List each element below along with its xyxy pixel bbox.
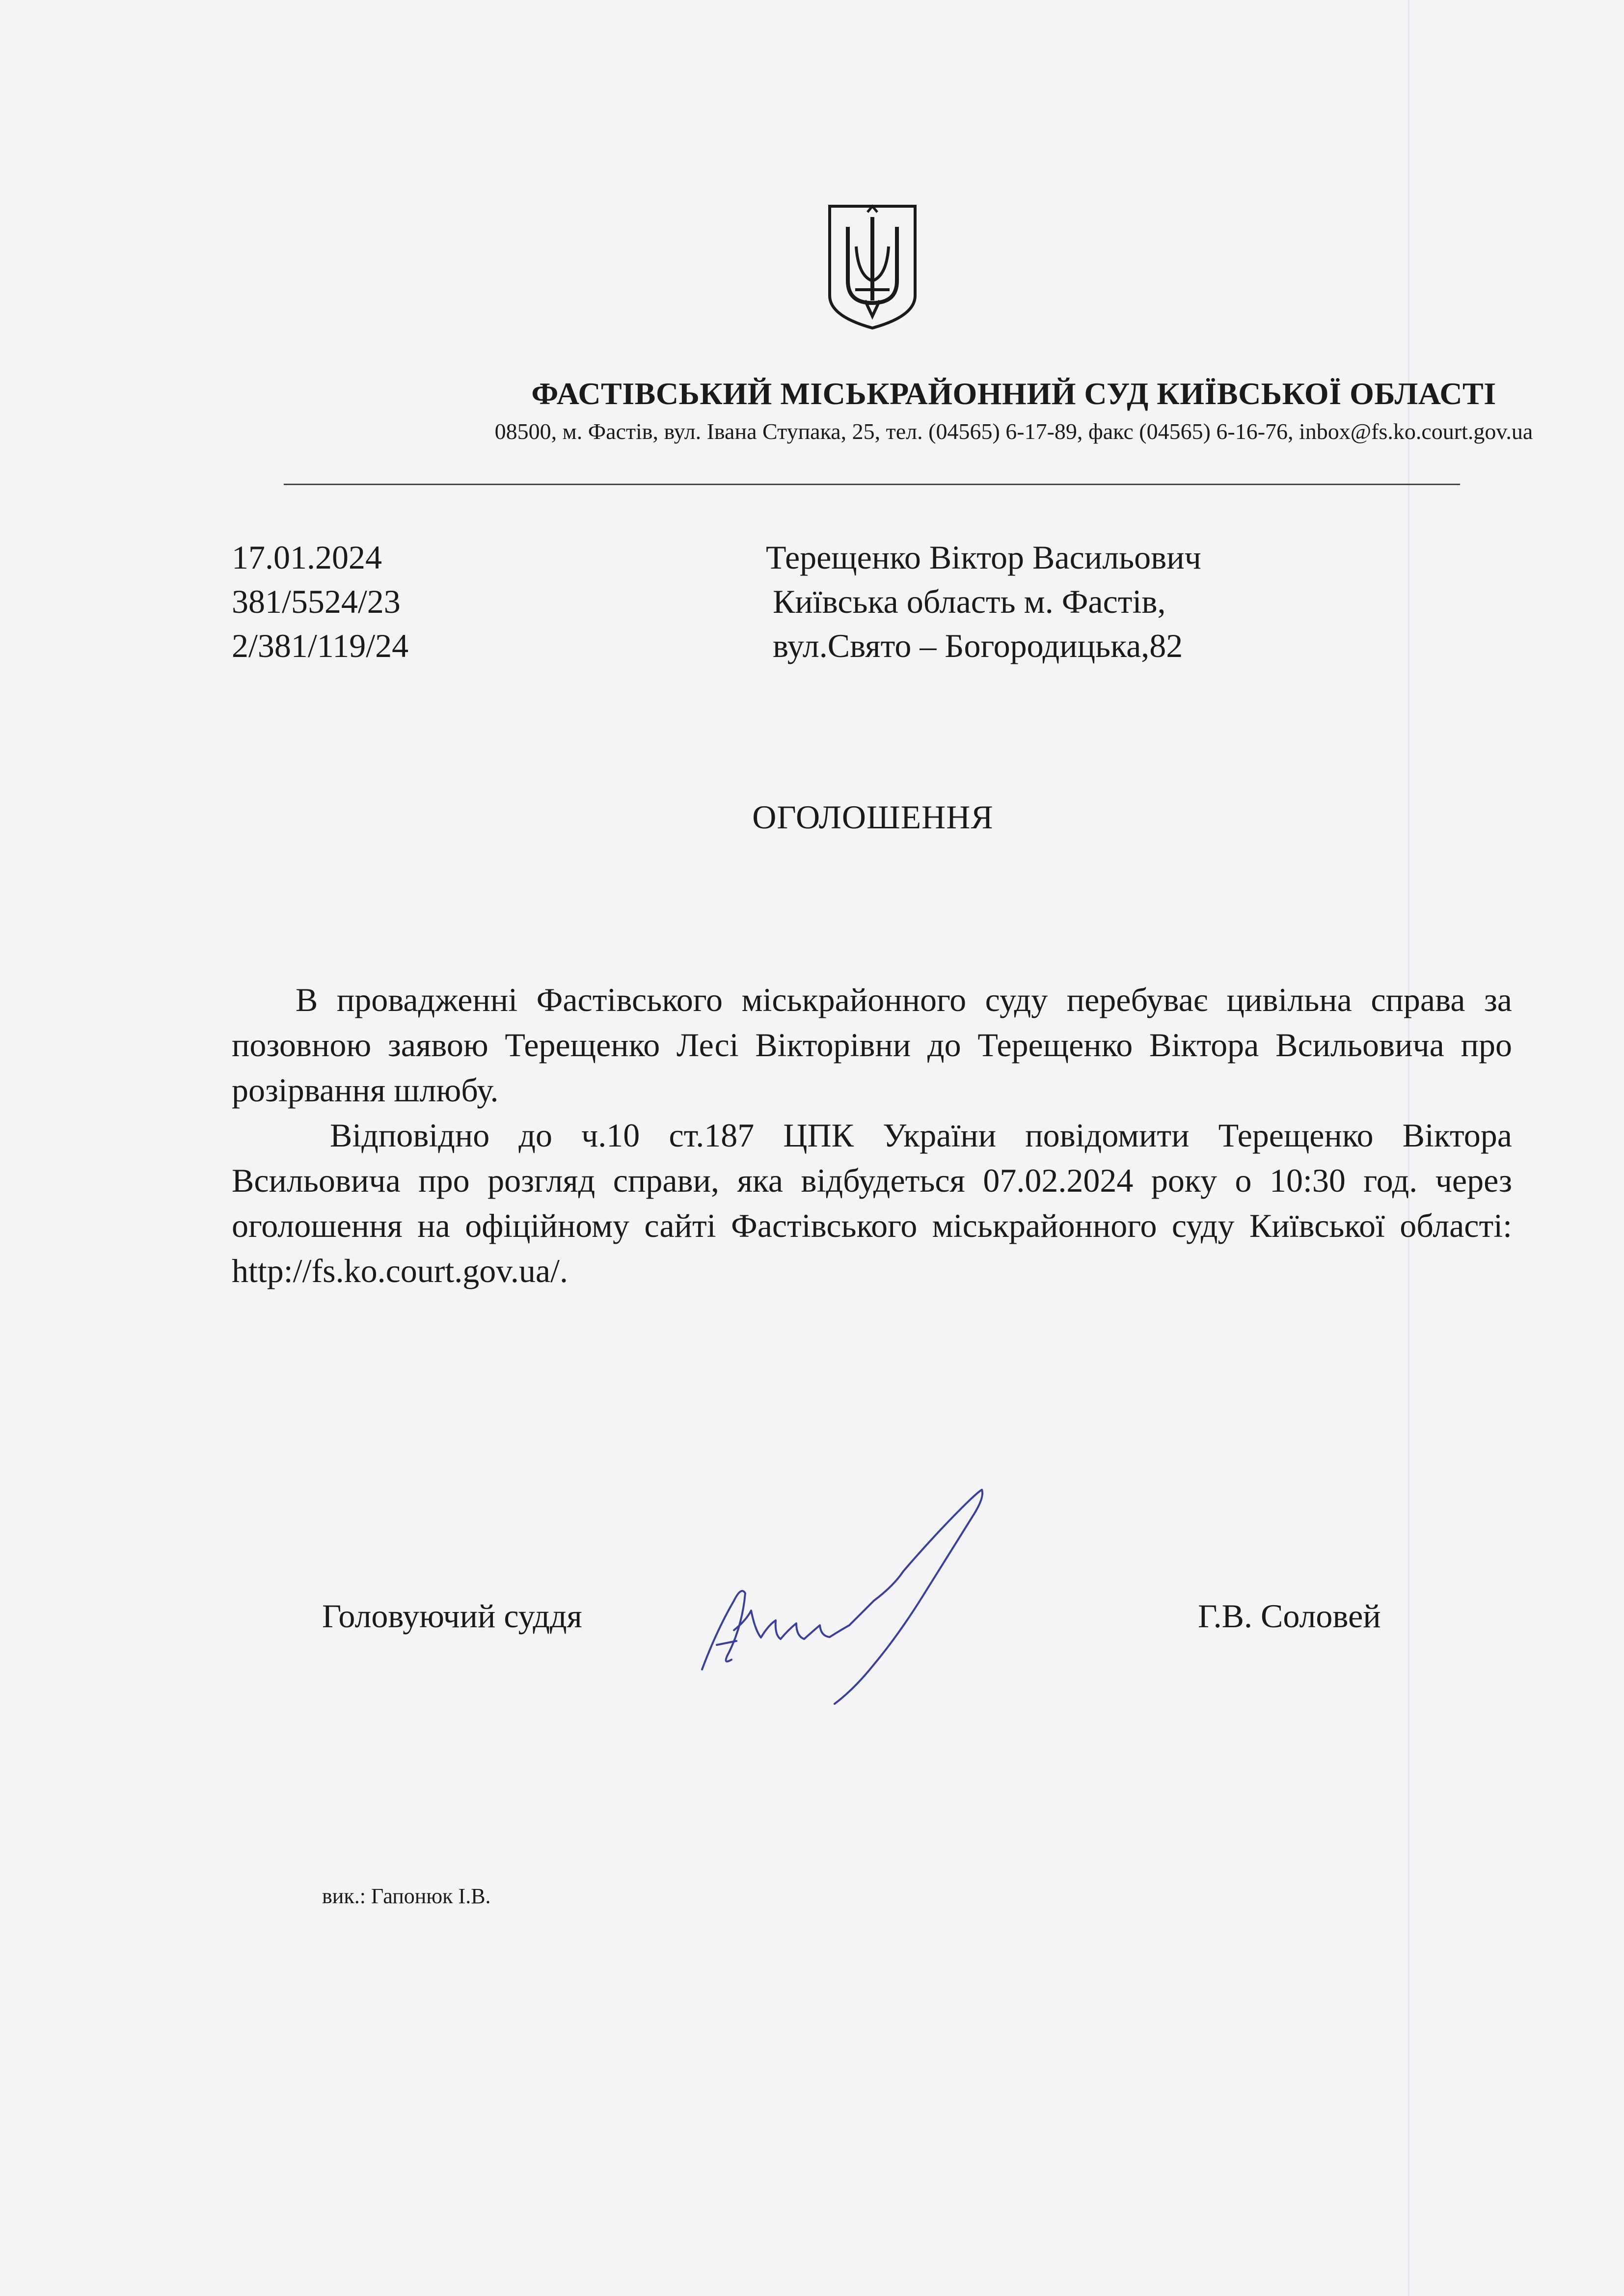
handwritten-signature-icon	[687, 1483, 1046, 1709]
court-address: 08500, м. Фастів, вул. Івана Ступака, 25, тел. (04565) 6-17-89, факс (04565) 6-16-76, inbox@fs.ko.court.gov.ua	[494, 419, 1533, 444]
body-paragraph-2: Відповідно до ч.10 ст.187 ЦПК України повідомити Терещенко Віктора Всильовича про розгляд справи, яка відбудеться 07.02.2024 року о 10:30 год. через оголошення на офіційному сайті Фастівського міськрайонного суду Київської області: http://fs.ko.court.gov.ua/.	[232, 1117, 1512, 1289]
judge-position: Головуючий суддя	[322, 1597, 582, 1635]
recipient-region-city: Київська область м. Фастів,	[773, 583, 1166, 620]
announcement-title: ОГОЛОШЕННЯ	[752, 798, 994, 836]
document-date: 17.01.2024	[232, 539, 382, 576]
document-meta	[232, 535, 408, 668]
outgoing-number: 2/381/119/24	[232, 627, 409, 664]
judge-name: Г.В. Соловей	[1198, 1597, 1381, 1635]
recipient-block	[766, 535, 1201, 668]
announcement-body	[232, 977, 1512, 1293]
body-paragraph-1: В провадженні Фастівського міськрайонного суду перебуває цивільна справа за позовною заявою Терещенко Лесі Вікторівни до Терещенко Віктора Всильовича про розірвання шлюбу.	[232, 981, 1512, 1109]
trident-emblem-icon	[826, 202, 919, 331]
header-divider	[284, 484, 1460, 485]
recipient-street: вул.Свято – Богородицька,82	[773, 627, 1183, 664]
case-number: 381/5524/23	[232, 583, 401, 620]
executor-note: вик.: Гапонюк І.В.	[322, 1884, 491, 1908]
court-name: ФАСТІВСЬКИЙ МІСЬКРАЙОННИЙ СУД КИЇВСЬКОЇ ОБЛАСТІ	[531, 376, 1496, 411]
recipient-name: Терещенко Віктор Васильович	[766, 539, 1201, 576]
